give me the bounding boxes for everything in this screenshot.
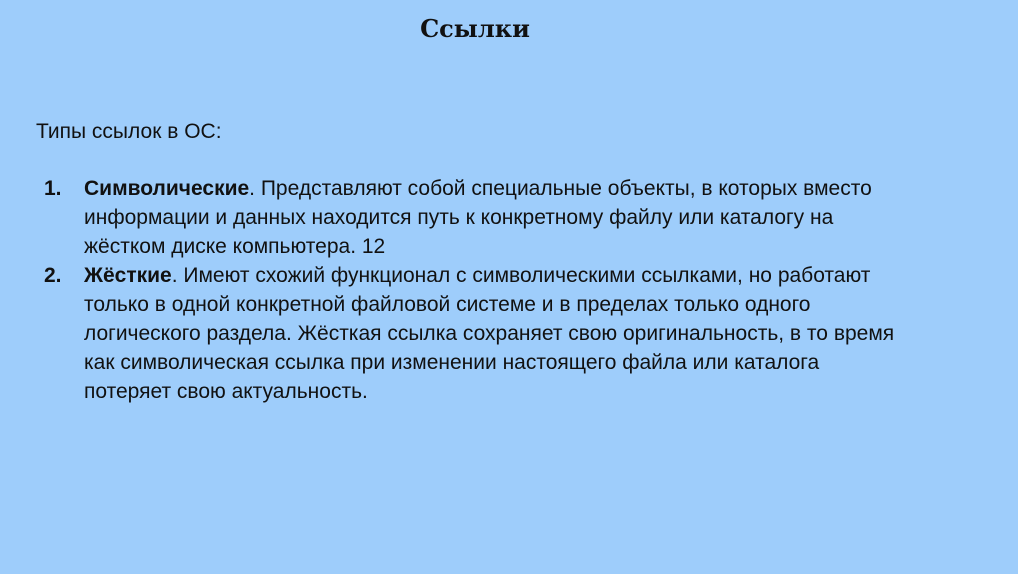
list-item-symbolic xyxy=(40,174,910,261)
list-item-number: 1. xyxy=(44,177,62,200)
slide-subtitle: Типы ссылок в ОС: xyxy=(36,120,222,143)
list-item-term: Жёсткие xyxy=(84,264,172,287)
list-item-text: . Имеют схожий функционал с символическими ссылками, но работают только в одной конкретной файловой системе и в пределах только одного логического раздела. Жёсткая ссылка сохраняет свою оригинальность, в то время как символическая ссылка при изменении настоящего файла или каталога потеряет свою актуальность. xyxy=(84,264,895,403)
list-item-hard xyxy=(40,261,910,406)
list-item-term: Символические xyxy=(84,177,250,200)
link-types-list xyxy=(40,174,910,406)
list-item-number: 2. xyxy=(44,264,62,287)
list-item-text: . Представляют собой специальные объекты, в которых вместо информации и данных находится путь к конкретному файлу или каталогу на жёстком диске компьютера. 12 xyxy=(84,177,872,258)
slide-title: Ссылки xyxy=(420,14,530,43)
